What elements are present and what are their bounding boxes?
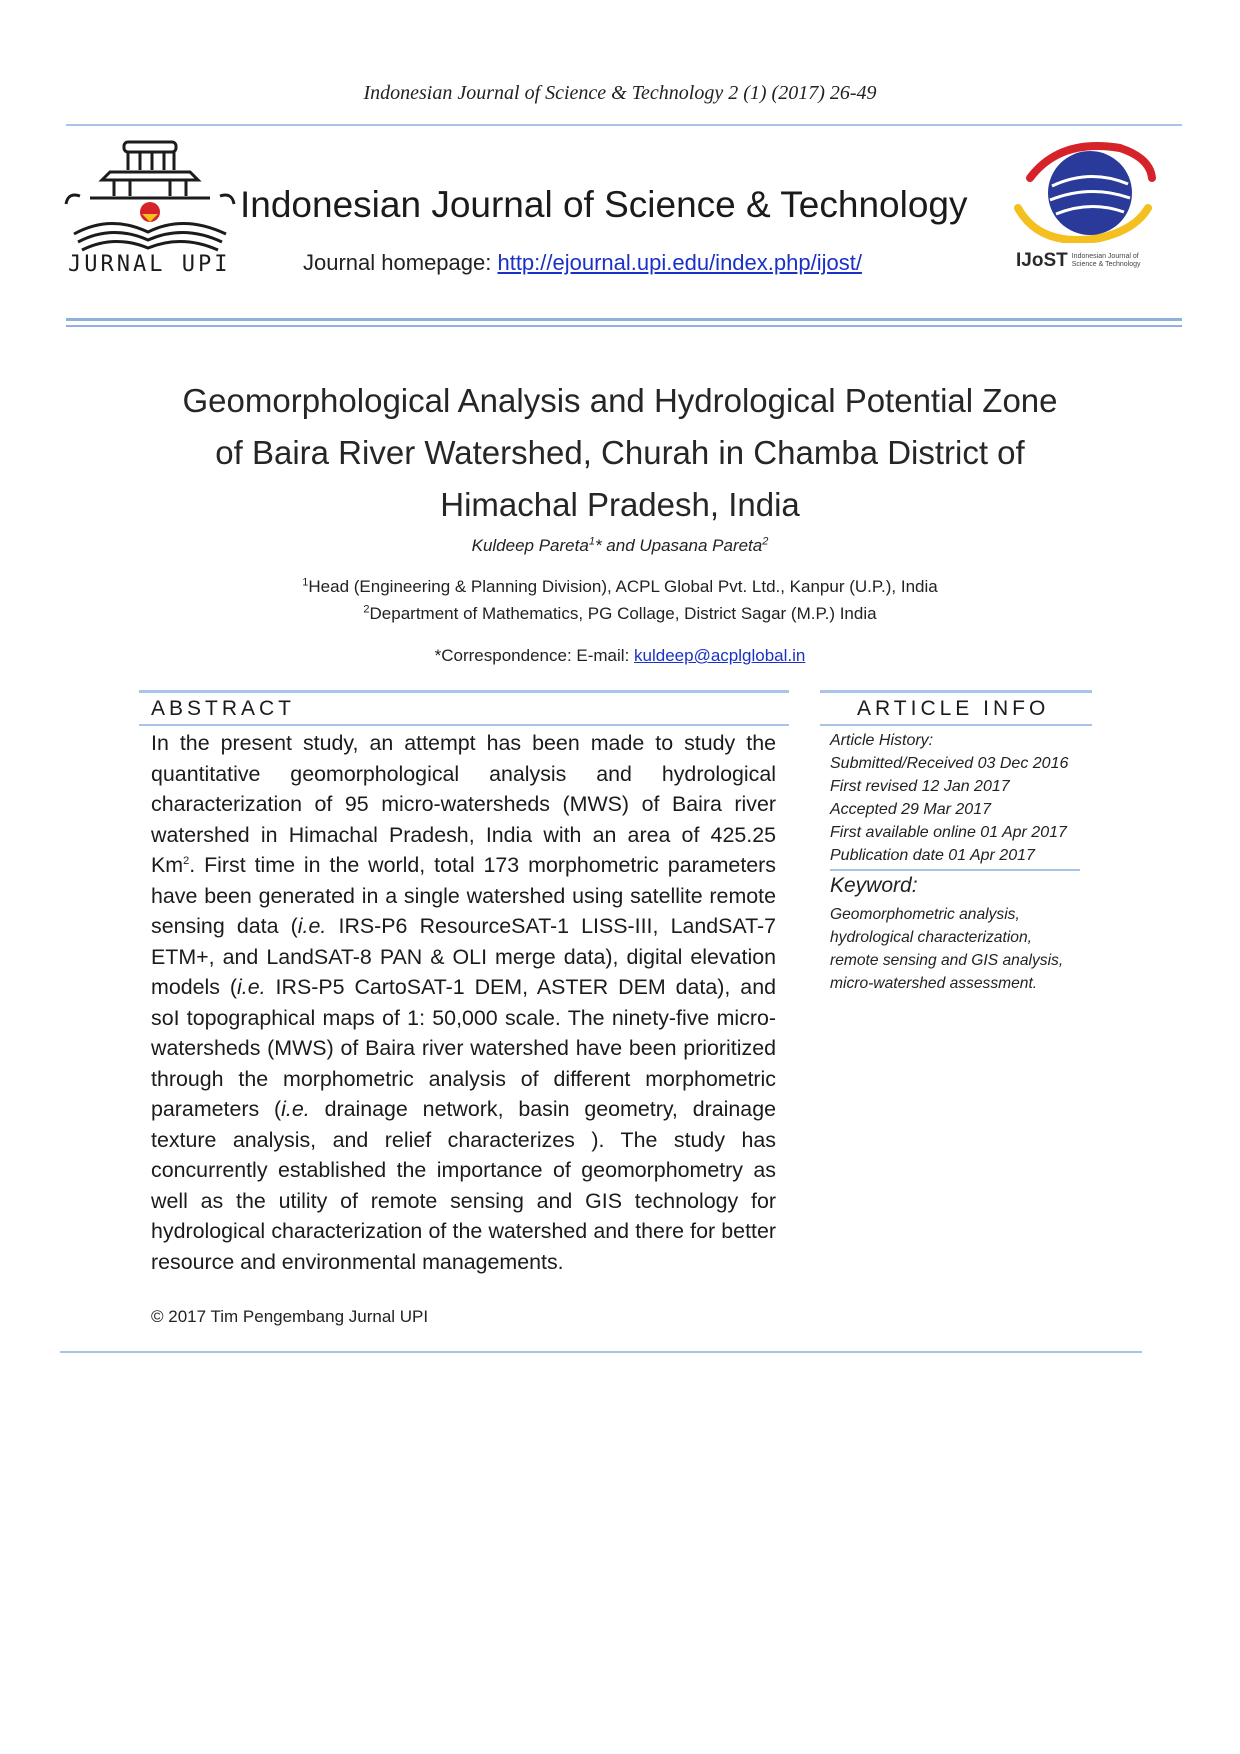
ijost-sub <box>1072 253 1141 269</box>
author-1-mark: * <box>594 536 602 555</box>
abstract-p4: IRS-P5 CartoSAT-1 DEM, ASTER DEM data), and soI topographical maps of 1: 50,000 scale. The ninety-five micro-watersheds (MWS) of Baira river watershed have been prioritized through the morphometric analysis of different morphometric parameters ( <box>151 975 776 1121</box>
affiliation-1 <box>0 577 1240 597</box>
abstract-ie-3: i.e. <box>281 1097 310 1121</box>
affiliation-2-sup: 2 <box>363 603 370 616</box>
abstract-ie-2: i.e. <box>237 975 266 999</box>
ijost-logo <box>1000 138 1160 278</box>
keyword-1: Geomorphometric analysis, <box>830 906 1020 923</box>
keyword-3: remote sensing and GIS analysis, <box>830 952 1064 969</box>
abstract-p1: In the present study, an attempt has been made to study the quantitative geomorphological analysis and hydrological characterization of 95 micro-watersheds (MWS) of Baira river watershed in Himachal Pradesh, India with an area of 425.25 Km <box>151 731 776 877</box>
history-online: First available online 01 Apr 2017 <box>830 824 1067 841</box>
abstract-p3: IRS-P6 ResourceSAT-1 LISS-III, LandSAT-7 ETM+, and LandSAT-8 PAN & OLI merge data), digital elevation models ( <box>151 914 777 999</box>
abstract-text <box>151 728 776 1277</box>
author-2-sup: 2 <box>762 535 769 548</box>
ijost-sub-2: Science & Technology <box>1071 261 1141 268</box>
correspondence-label: *Correspondence: E-mail: <box>434 646 635 665</box>
journal-title: Indonesian Journal of Science & Technology <box>240 184 968 225</box>
header-rule-bottom <box>66 318 1182 327</box>
abstract-rule-bottom <box>139 724 789 726</box>
affiliation-2 <box>0 604 1240 624</box>
paper-title <box>150 375 1090 531</box>
keyword-2: hydrological characterization, <box>830 929 1032 946</box>
history-submitted: Submitted/Received 03 Dec 2016 <box>830 755 1069 772</box>
history-publication: Publication date 01 Apr 2017 <box>830 847 1035 864</box>
homepage-link[interactable]: http://ejournal.upi.edu/index.php/ijost/ <box>497 250 862 275</box>
correspondence-email-link[interactable]: kuldeep@acplglobal.in <box>634 646 806 665</box>
abstract-p1-sup: 2 <box>183 854 190 867</box>
article-info-rule-bottom <box>820 724 1092 726</box>
affiliation-2-text: Department of Mathematics, PG Collage, District Sagar (M.P.) India <box>369 604 877 623</box>
keyword-4: micro-watershed assessment. <box>830 975 1038 992</box>
abstract-ie-1: i.e. <box>297 914 327 938</box>
authors <box>0 536 1240 556</box>
ijost-wordmark <box>1016 250 1140 272</box>
history-revised: First revised 12 Jan 2017 <box>830 778 1010 795</box>
author-2: Upasana Pareta <box>639 536 763 555</box>
paper-title-line-1: Geomorphological Analysis and Hydrological Potential Zone <box>182 382 1058 419</box>
paper-title-line-3: Himachal Pradesh, India <box>440 486 800 523</box>
footer-rule <box>60 1351 1142 1353</box>
abstract-heading: ABSTRACT <box>151 697 296 720</box>
building-book-icon <box>60 134 240 254</box>
homepage-line <box>303 250 862 276</box>
abstract-p5: drainage network, basin geometry, drainage texture analysis, and relief characterizes ). The study has concurrently established the importance of geomorphometry as well as the utility of remote sensing and GIS technology for hydrological characterization of the watershed and there for better resource and environmental managements. <box>151 1097 776 1274</box>
affiliation-1-sup: 1 <box>302 576 309 589</box>
abstract-p2: . First time in the world, total 173 morphometric parameters have been generated in a single watershed using satellite remote sensing data ( <box>151 853 776 938</box>
correspondence <box>0 646 1240 666</box>
jurnal-upi-logo <box>60 134 240 284</box>
ijost-abbr: IJoST <box>1016 250 1068 271</box>
globe-logo-icon <box>1000 138 1160 243</box>
article-info-rule-top <box>820 690 1092 693</box>
jurnal-upi-text: JURNAL UPI <box>68 252 231 277</box>
author-1-sup: 1 <box>588 535 595 548</box>
running-head: Indonesian Journal of Science & Technology 2 (1) (2017) 26-49 <box>363 82 877 104</box>
homepage-label: Journal homepage: <box>303 250 498 275</box>
keyword-label: Keyword: <box>830 874 918 897</box>
history-accepted: Accepted 29 Mar 2017 <box>830 801 991 818</box>
authors-and: and <box>601 536 640 555</box>
article-info-divider <box>830 869 1080 871</box>
ijost-sub-1: Indonesian Journal of <box>1071 253 1139 260</box>
article-info-heading: ARTICLE INFO <box>857 697 1050 720</box>
copyright: © 2017 Tim Pengembang Jurnal UPI <box>151 1307 429 1326</box>
article-history-label: Article History: <box>830 732 934 749</box>
paper-title-line-2: of Baira River Watershed, Churah in Chamba District of <box>215 434 1025 471</box>
author-1: Kuldeep Pareta <box>471 536 589 555</box>
header-rule-top <box>66 124 1182 126</box>
affiliation-1-text: Head (Engineering & Planning Division), ACPL Global Pvt. Ltd., Kanpur (U.P.), India <box>308 577 938 596</box>
abstract-rule-top <box>139 690 789 693</box>
